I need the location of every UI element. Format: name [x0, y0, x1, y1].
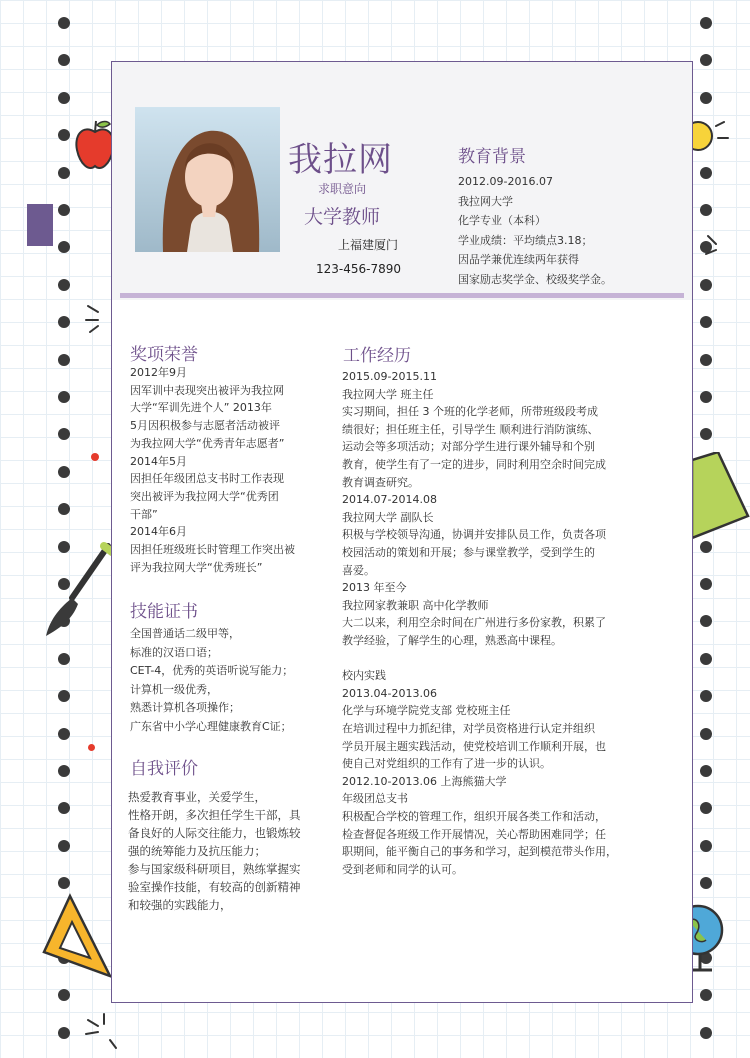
binding-dot: [700, 17, 712, 29]
sparkle-icon: [84, 1010, 124, 1050]
binding-dot: [700, 167, 712, 179]
text-line: 教学经验，了解学生的心理，熟悉高中课程。: [342, 633, 562, 647]
skills-lines: [130, 625, 293, 736]
binding-dot: [700, 765, 712, 777]
book-icon: [692, 452, 750, 542]
binding-dot: [58, 204, 70, 216]
red-dot: [88, 744, 95, 751]
text-line: 运动会等多项活动；对部分学生进行课外辅导和个别: [342, 440, 595, 454]
text-line: 实习期间，担任 3 个班的化学老师，所带班级段考成: [342, 405, 598, 419]
binding-dot: [700, 1027, 712, 1039]
binding-dot: [58, 1027, 70, 1039]
binding-dot: [700, 578, 712, 590]
job-intent-label: 求职意向: [318, 182, 367, 196]
binding-dot: [700, 204, 712, 216]
binding-dot: [700, 728, 712, 740]
text-line: 热爱教育事业，关爱学生，: [128, 790, 266, 804]
binding-dot: [58, 167, 70, 179]
binding-dot: [700, 840, 712, 852]
text-line: 校内实践: [342, 669, 386, 683]
header-divider: [120, 293, 684, 298]
awards-title: 奖项荣誉: [130, 345, 198, 365]
text-line: 评为我拉网大学“优秀班长”: [130, 560, 263, 574]
text-line: 化学与环境学院党支部 党校班主任: [342, 704, 511, 718]
text-line: 性格开朗，多次担任学生干部，具: [128, 808, 301, 822]
binding-dot: [700, 316, 712, 328]
binding-dot: [58, 354, 70, 366]
binding-dot: [700, 989, 712, 1001]
text-line: 2013 年至今: [342, 581, 407, 595]
binding-dot: [58, 54, 70, 66]
resume-sheet: [111, 61, 693, 1003]
text-line: 受到老师和同学的认可。: [342, 862, 463, 876]
binding-dot: [700, 428, 712, 440]
text-line: 2014年6月: [130, 525, 187, 539]
red-dot: [91, 453, 99, 461]
binding-dot: [58, 653, 70, 665]
binding-dot: [58, 316, 70, 328]
text-line: 计算机一级优秀，: [130, 682, 218, 696]
text-line: 使自己对党组织的工作有了进一步的认识。: [342, 757, 551, 771]
text-line: 因军训中表现突出被评为我拉网: [130, 383, 284, 397]
self-eval-title: 自我评价: [130, 759, 198, 779]
binding-dot: [700, 615, 712, 627]
text-line: 5月因积极参与志愿者活动被评: [130, 419, 280, 433]
paintbrush-icon: [42, 540, 114, 640]
binding-dot: [58, 92, 70, 104]
text-line: 教育调查研究。: [342, 475, 419, 489]
binding-dot: [700, 391, 712, 403]
text-line: 2012.10-2013.06 上海熊猫大学: [342, 774, 507, 788]
awards-lines: [130, 364, 295, 576]
binding-dot: [58, 17, 70, 29]
text-line: 强的统筹能力及抗压能力；: [128, 844, 266, 858]
text-line: 熟悉计算机各项操作；: [130, 701, 240, 714]
skills-title: 技能证书: [130, 602, 198, 622]
location-text: 上福建厦门: [338, 238, 399, 252]
text-line: 验室操作技能，有较高的创新精神: [128, 880, 301, 894]
text-line: 为我拉网大学“优秀青年志愿者”: [130, 436, 285, 450]
text-line: 积极配合学校的管理工作，组织开展各类工作和活动，: [342, 809, 606, 823]
sparkle-icon: [702, 232, 732, 262]
text-line: 大学“军训先进个人” 2013年: [130, 401, 272, 415]
text-line: 因品学兼优连续两年获得: [458, 253, 579, 266]
text-line: 2014.07-2014.08: [342, 493, 437, 507]
work-lines: [342, 368, 617, 878]
binding-dot: [58, 690, 70, 702]
binding-dot: [700, 877, 712, 889]
text-line: 我拉网大学: [458, 194, 513, 208]
purple-block: [27, 204, 53, 246]
text-line: 2012年9月: [130, 366, 187, 379]
text-line: 参与国家级科研项目，熟练掌握实: [128, 862, 301, 876]
text-line: 我拉网家教兼职 高中化学教师: [342, 598, 489, 612]
text-line: 在培训过程中力抓纪律，对学员资格进行认定并组织: [342, 721, 595, 735]
text-line: 化学专业（本科）: [458, 214, 546, 227]
text-line: 我拉网大学 副队长: [342, 510, 434, 524]
text-line: 我拉网大学 班主任: [342, 387, 434, 401]
text-line: 广东省中小学心理健康教育C证；: [130, 719, 292, 733]
work-title: 工作经历: [343, 346, 411, 366]
candidate-name: 我拉网: [288, 140, 393, 180]
text-line: 检查督促各班级工作开展情况，关心帮助困难同学；任: [342, 827, 606, 841]
text-line: 2014年5月: [130, 454, 187, 468]
text-line: 教育，使学生有了一定的进步，同时利用空余时间完成: [342, 457, 606, 471]
education-lines: [458, 172, 612, 289]
job-intent-value: 大学教师: [304, 206, 381, 228]
binding-dot: [58, 466, 70, 478]
binding-dot: [700, 653, 712, 665]
binding-dot: [700, 690, 712, 702]
binding-dot: [700, 541, 712, 553]
text-line: 2015.09-2015.11: [342, 370, 437, 383]
binding-dot: [58, 989, 70, 1001]
text-line: 备良好的人际交往能力，也锻炼较: [128, 826, 301, 840]
binding-dot: [58, 279, 70, 291]
text-line: 国家励志奖学金、校级奖学金。: [458, 272, 612, 286]
education-title: 教育背景: [458, 147, 526, 167]
text-line: 2013.04-2013.06: [342, 686, 437, 700]
binding-dot: [58, 129, 70, 141]
binding-dot: [58, 840, 70, 852]
binding-dot: [58, 765, 70, 777]
text-line: 绩很好；担任班主任，引导学生 顺利进行消防演练、: [342, 422, 599, 436]
binding-dot: [58, 391, 70, 403]
text-line: 大二以来，利用空余时间在广州进行多份家教，积累了: [342, 616, 606, 630]
text-line: 学业成绩：平均绩点3.18；: [458, 233, 593, 247]
binding-dot: [58, 428, 70, 440]
binding-dot: [700, 54, 712, 66]
text-line: 积极与学校领导沟通，协调并安排队员工作，负责各项: [342, 528, 606, 542]
profile-photo: [135, 107, 280, 252]
binding-dot: [58, 802, 70, 814]
ruler-triangle-icon: [40, 892, 114, 982]
binding-dot: [700, 354, 712, 366]
text-line: 职期间，能平衡自己的事务和学习，起到模范带头作用，: [342, 845, 617, 859]
text-line: 全国普通话二级甲等，: [130, 627, 240, 640]
text-line: 标准的汉语口语；: [130, 645, 218, 659]
phone-number: 123-456-7890: [316, 262, 402, 276]
binding-dot: [58, 503, 70, 515]
text-line: 学员开展主题实践活动，使党校培训工作顺利开展，也: [342, 739, 606, 753]
text-line: 和较强的实践能力，: [128, 898, 232, 912]
binding-dot: [700, 279, 712, 291]
binding-dot: [58, 728, 70, 740]
apple-icon: [74, 118, 116, 174]
text-line: 喜爱。: [342, 563, 375, 577]
globe-icon: [692, 900, 742, 980]
text-line: 年级团总支书: [342, 792, 408, 806]
text-line: 干部”: [130, 507, 158, 521]
text-line: CET-4，优秀的英语听说写能力；: [130, 664, 294, 677]
self-eval-lines: [128, 788, 301, 914]
sparkle-icon: [84, 300, 114, 340]
text-line: [342, 650, 617, 668]
text-line: 突出被评为我拉网大学“优秀团: [130, 489, 279, 503]
text-line: 校园活动的策划和开展；参与课堂教学，受到学生的: [342, 545, 595, 559]
text-line: 因担任班级班长时管理工作突出被: [130, 543, 295, 557]
binding-dot: [58, 241, 70, 253]
text-line: 2012.09-2016.07: [458, 175, 553, 188]
binding-dot: [58, 877, 70, 889]
lightbulb-icon: [692, 112, 732, 162]
text-line: 因担任年级团总支书时工作表现: [130, 472, 284, 486]
binding-dot: [700, 92, 712, 104]
binding-dot: [700, 802, 712, 814]
